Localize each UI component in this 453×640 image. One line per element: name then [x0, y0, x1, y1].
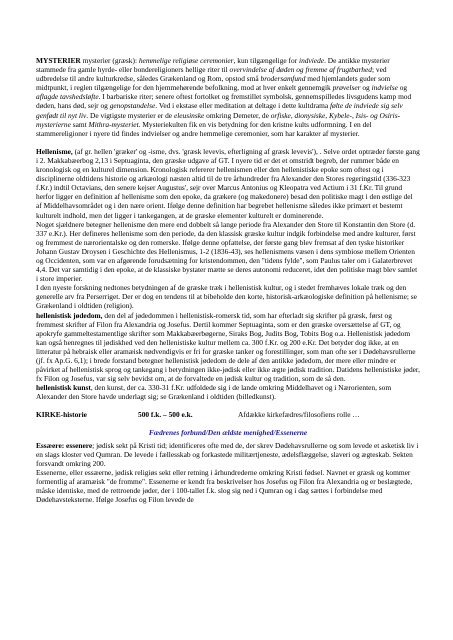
section-subheading: Fædrenes forbund/Den ældste menighed/Essenerne	[148, 427, 308, 437]
paragraph-hellenisme-forskning: I den nyeste forskning nedtones betydningen af de græske træk i hellenistisk kultur, og i stedet fremhæves lokale træk og den generelle arv fra Perserriget. Der er dog en tendens til at bibeholde den korte, historisk-arkæologiske definition på hellenisme; se Grækenland i oldtiden (religion).	[36, 283, 417, 311]
term-mysterier: MYSTERIER	[36, 56, 81, 65]
document-body	[36, 56, 420, 640]
paragraph-mysterier: MYSTERIER mysterier (græsk): hemmelige religiøse ceremonier, kun tilgængelige for indviede. De antikke mysterier stammede fra gamle hyrde- eller bondereligioners hellige riter til overvindelse af døden og fremme af frugtbarhed; ved udbredelse til andre kulturkredse, således Grækenland og Rom, opstod små brodersamfund med hjemlandets guder som midtpunkt, i reglen tilgængelige for den hjemmehørende befolkning, mod at hver enkelt gennemgik prøvelser og indvielse og aflagde tavshedsløfte. I barbariske riter; senere oftest fortolket og fremstillet symbolsk, gennemspilledes livsgudens kamp mod døden, hans død, sejr og genopstandelse. Ved i ekstase eller meditation at deltage i dette kultdrama følte de indviede sig selv genfødt til nyt liv. De vigtigste mysterier er de eleusinske omkring Demeter, de orfiske, dionysiske, Kybele-, Isis- og Osiris-mysterierne samt Mithra-mysteriet. Mysteriekulten fik en vis betydning for den kristne kults udformning. I en del stammereligioner i nyere tid findes indvielser og andre hemmelige ceremonier, som har karakter af mysterier.	[36, 56, 412, 138]
term-hellenistisk-jodedom: hellenistisk jødedom,	[36, 310, 103, 320]
paragraph-essaeere: Essæere: essenere; jødisk sekt på Kristi tid; identificeres ofte med de, der skrev Dødehavsrullerne og som levede et asketisk liv i en slags kloster ved Qumran. De levede i fællesskab og forkastede militærtjeneste, ædelsflæggelse, slaveri og ægteskab. Sekten forsvandt omkring 200.	[36, 440, 419, 468]
paragraph-hellenisme: Hellenisme, (af gr. hellen 'græker' og -isme, dvs. 'græsk levevis, efterligning af græsk levevis'), . Selve ordet optræder første gang i 2. Makkabæerbog 2,13 i Septuaginta, den græske udgave af GT. I nyere tid er det et omstridt begreb, der rummer både en kronologisk og en kulturel dimension. Kronologisk refererer hellenismen eller den hellenistiske epoke som oftest og i disciplinerne oldtidens historie og arkæologi næsten altid til de tre århundreder fra Alexander den Stores regeringstid (336-323 f.Kr.) indtil Octavians, den senere kejser Augustus', sejr over Marcus Antonius og Kleopatra ved Actium i 31 f.Kr. Til grund herfor ligger en definition af hellenisme som den epoke, da grækere (og makedonere) besad den politiske magt i den østlige del af Middelhavsområdet og i den nære orient. Ifølge denne definition har begrebet hellenisme således ikke primært et bestemt kulturelt indhold, men det ligger i tankegangen, at de græske elementer kulturelt er dominerende.	[36, 146, 420, 220]
term-hellenistisk-kunst: hellenistisk kunst	[36, 383, 91, 393]
paragraph-hellenisme-periode: Noget sjældnere betegner hellenisme den mere end dobbelt så lange periode fra Alexander den Store til Konstantin den Store (d. 337 e.Kr.). Her defineres hellenisme som den periode, da den klassisk græske kultur indgik forbindelse med andre kulturer, først og fremmest de nærorientalske og den romerske. Ifølge denne opfattelse, der første gang blev fremsat af den tyske historiker Johann Gustav Droysen i Geschichte des Hellenismus, 1-2 (1836-43), ses hellenismens væsen i dens symbiose mellem Orienten og Occidenten, som var en afgørende forudsætning for kristendommen, den "tidens fylde", som Paulus taler om i Galaterbrevet 4,4. Det var samtidig i den epoke, at de klassiske bystater mætte se deres autonomi reduceret, idet den politiske magt blev samlet i store imperier.	[36, 219, 418, 284]
paragraph-hellenistisk-jodedom: hellenistisk jødedom, den del af jødedommen i hellenistisk-romersk tid, som har efterladt sig skrifter på græsk, først og fremmest skrifter af Filon fra Alexandria og Josefus. Dertil kommer Septuaginta, som er den græske oversættelse af GT, og apokryfe gammeltestamentlige skrifter som Makkabæerbøgerne, Siraks Bog, Judits Bog, Tobits Bog o.a. Hellenistisk jødedom kan også henregnes til jødiskhed ved den hellenistiske kultur mellem ca. 300 f.Kr. og 200 e.Kr. Det betyder dog ikke, at en litteratur på hebraisk eller aramæisk nødvendigvis er fri for græske tanker og forestillinger, som man ofte ser i Dødehavsrullerne (jf. fx Ap.G. 6,1); i brede forstand betegner hellenistisk jødedom de dele af den antikke jødedom, der mere eller mindre er påvirket af hellenistisk sprog og tankegang i betydningen ikke-jødisk eller ikke ægte jødisk tradition. Datidens hellenistiske jøder, fx Filon og Josefus, var sig selv bevidst om, at de forvaltede en jødisk kultur og tradition, som de så den.	[36, 310, 420, 384]
paragraph-hellenistisk-kunst: hellenistisk kunst, den kunst, der ca. 330-31 f.Kr. udfoldede sig i de lande omkring Middelhavet og i Nærorienten, som Alexander den Store havde underlagt sig; se Grækenland i oldtiden (billedkunst).	[36, 383, 392, 402]
term-essaeere: Essæere: essenere	[36, 440, 93, 450]
term-hellenisme: Hellenisme,	[36, 146, 73, 156]
paragraph-essenerne: Essenerne, eller essæerne, jødisk religiøs sekt eller retning i århundrederne omkring Kristi fødsel. Navnet er græsk og kommer formentlig af aramæisk "de fromme". Essenerne er kendt fra beskrivelser hos Josefus og Filon fra Alexandria og er beslægtede, måske identiske, med de rettroende jøder, der i 100-tallet f.k. slog sig ned i Qumran og i dag sættes i forbindelse med Dødehavsteksterne. Ifølge Josefus og Filon levede de	[36, 467, 413, 505]
kirke-historie-heading: KIRKE-historie 500 f.k. – 500 e.k. Afdække kirkefædres/filosofiens rolle …	[36, 410, 360, 420]
